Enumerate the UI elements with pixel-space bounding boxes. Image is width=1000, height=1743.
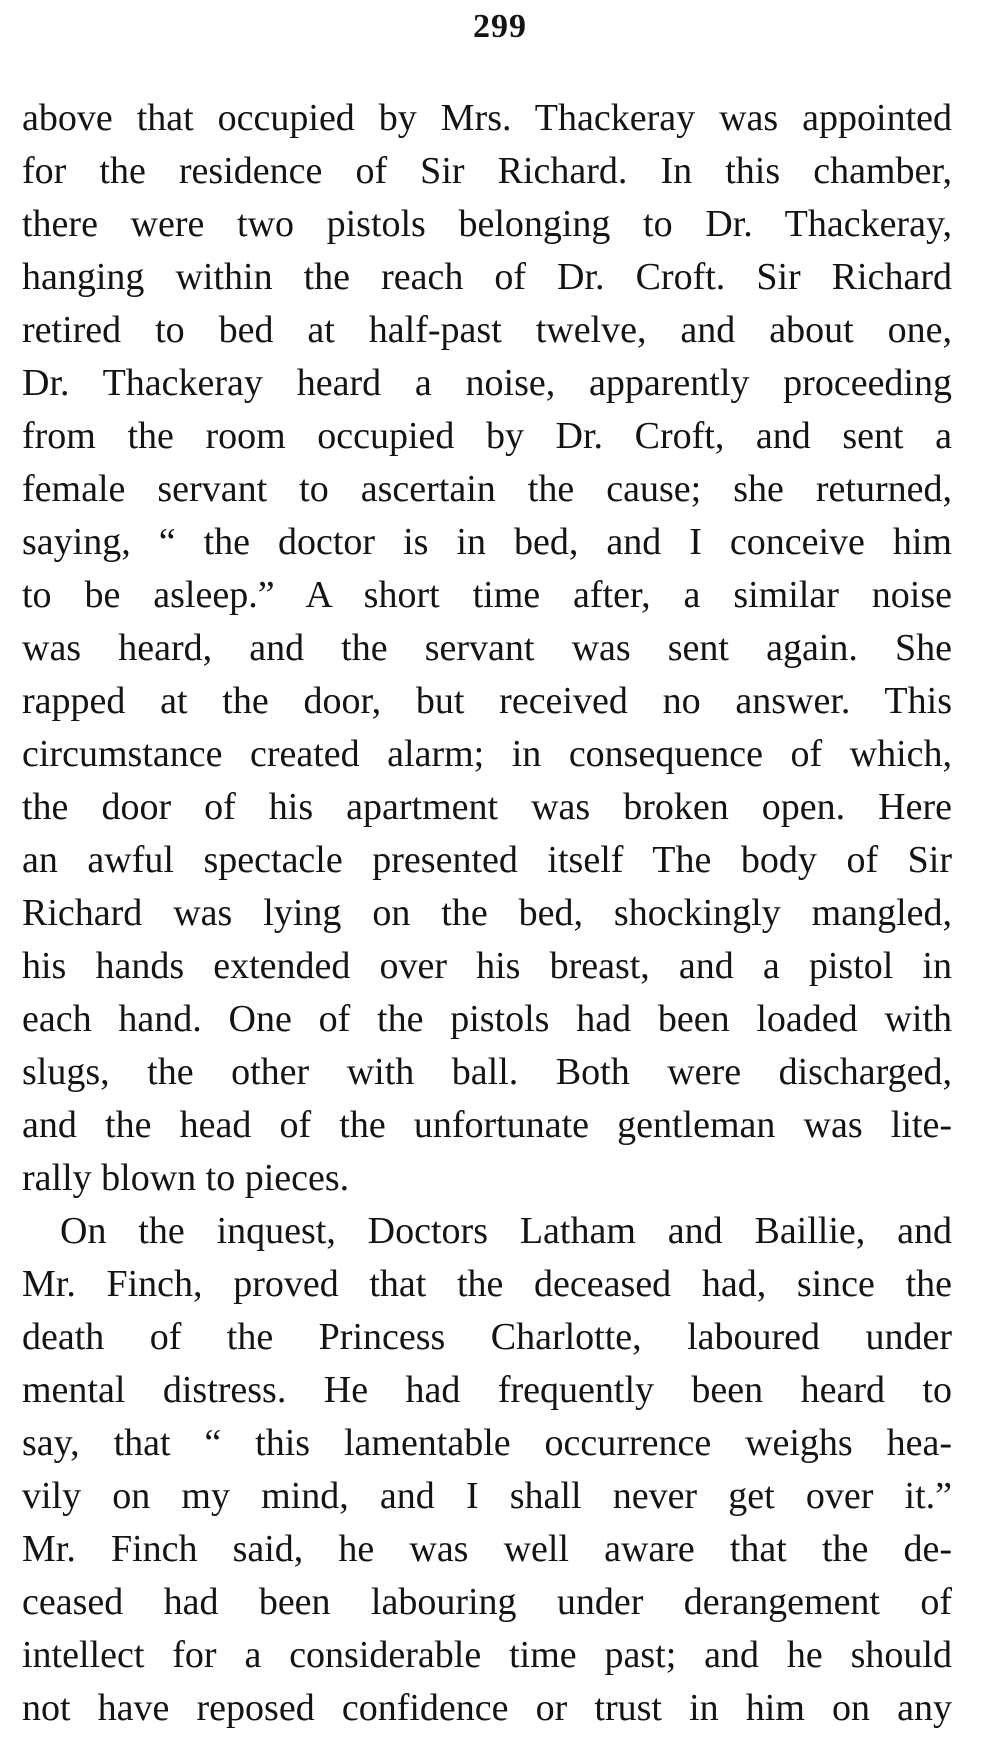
text-line: slugs, the other with ball. Both were discharged, bbox=[22, 1051, 952, 1093]
text-line: Dr. Thackeray heard a noise, apparently proceeding bbox=[22, 362, 952, 404]
text-line: say, that “ this lamentable occurrence weighs hea- bbox=[22, 1422, 952, 1464]
text-line: for the residence of Sir Richard. In this chamber, bbox=[22, 150, 952, 192]
text-line: mental distress. He had frequently been heard to bbox=[22, 1369, 952, 1411]
text-line: vily on my mind, and I shall never get over it.” bbox=[22, 1475, 952, 1517]
text-line: Richard was lying on the bed, shockingly mangled, bbox=[22, 892, 952, 934]
text-line: to be asleep.” A short time after, a similar noise bbox=[22, 574, 952, 616]
text-line: there were two pistols belonging to Dr. Thackeray, bbox=[22, 203, 952, 245]
text-line: not have reposed confidence or trust in him on any bbox=[22, 1687, 952, 1729]
body-text bbox=[22, 92, 952, 1735]
text-line: retired to bed at half-past twelve, and about one, bbox=[22, 309, 952, 351]
text-line: an awful spectacle presented itself The body of Sir bbox=[22, 839, 952, 881]
text-line: Mr. Finch, proved that the deceased had, since the bbox=[22, 1263, 952, 1305]
text-line: the door of his apartment was broken open. Here bbox=[22, 786, 952, 828]
page-number: 299 bbox=[473, 8, 527, 45]
text-line: circumstance created alarm; in consequence of which, bbox=[22, 733, 952, 775]
text-line: On the inquest, Doctors Latham and Baillie, and bbox=[60, 1210, 952, 1252]
text-line: and the head of the unfortunate gentleman was lite- bbox=[22, 1104, 952, 1146]
text-line: female servant to ascertain the cause; she returned, bbox=[22, 468, 952, 510]
text-line: from the room occupied by Dr. Croft, and sent a bbox=[22, 415, 952, 457]
text-line: above that occupied by Mrs. Thackeray was appointed bbox=[22, 97, 952, 139]
text-line: intellect for a considerable time past; and he should bbox=[22, 1634, 952, 1676]
text-line: ceased had been labouring under derangement of bbox=[22, 1581, 952, 1623]
text-line: was heard, and the servant was sent again. She bbox=[22, 627, 952, 669]
text-line: hanging within the reach of Dr. Croft. Sir Richard bbox=[22, 256, 952, 298]
text-line: rapped at the door, but received no answer. This bbox=[22, 680, 952, 722]
text-line: his hands extended over his breast, and a pistol in bbox=[22, 945, 952, 987]
text-line: saying, “ the doctor is in bed, and I conceive him bbox=[22, 521, 952, 563]
text-line: rally blown to pieces. bbox=[22, 1157, 350, 1199]
text-line: each hand. One of the pistols had been loaded with bbox=[22, 998, 952, 1040]
text-line: Mr. Finch said, he was well aware that the de- bbox=[22, 1528, 952, 1570]
text-line: death of the Princess Charlotte, laboured under bbox=[22, 1316, 952, 1358]
